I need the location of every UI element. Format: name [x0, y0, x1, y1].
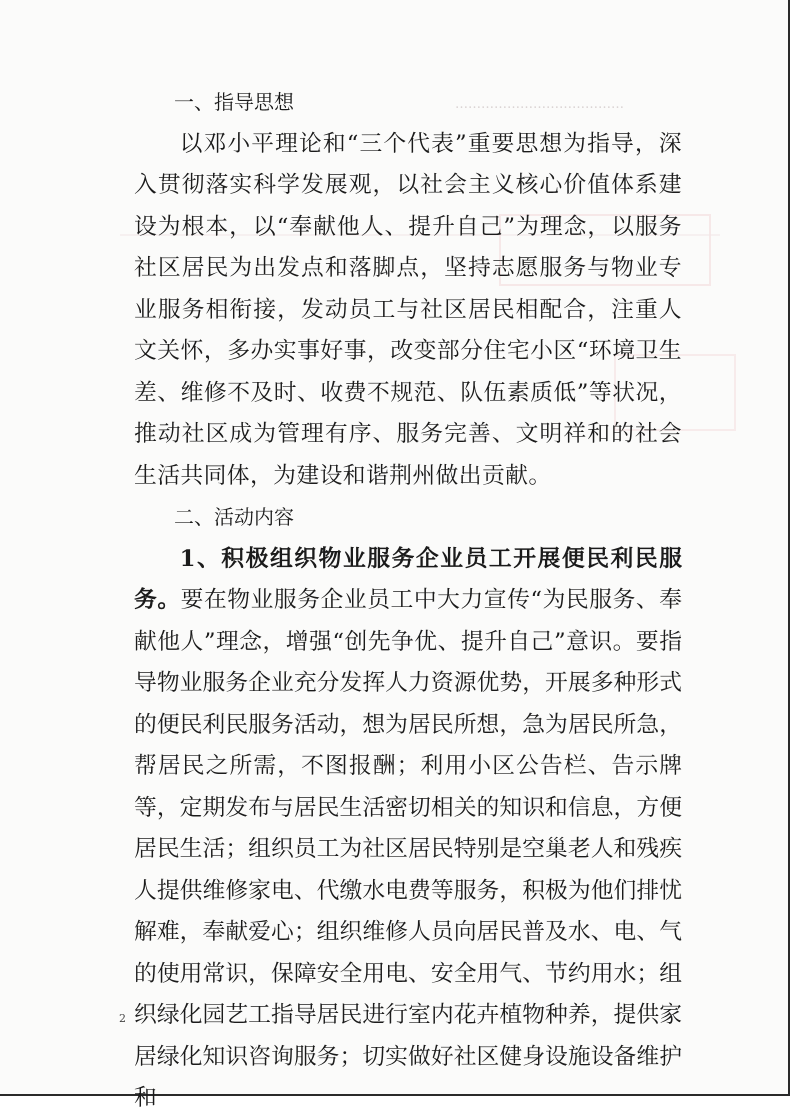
section-heading-guiding-ideology: 一、指导思想 [174, 90, 294, 114]
paragraph-guiding-ideology: 以邓小平理论和“三个代表”重要思想为指导，深入贯彻落实科学发展观，以社会主义核心价值体系建设为根本，以“奉献他人、提升自己”为理念，以服务社区居民为出发点和落脚点，坚持志愿服务与物业专业服务相衔接，发动员工与社区居民相配合，注重人文关怀，多办实事好事，改变部分住宅小区“环境卫生差、维修不及时、收费不规范、队伍素质低”等状况，推动社区成为管理有序、服务完善、文明祥和的社会生活共同体，为建设和谐荆州做出贡献。 [134, 130, 682, 489]
document-body [134, 82, 682, 1120]
paragraph-body-text: 要在物业服务企业员工中大力宣传“为民服务、奉献他人”理念，增强“创先争优、提升自己”意识。要指导物业服务企业充分发挥人力资源优势，开展多种形式的便民利民服务活动，想为居民所想，急为居民所急，帮居民之所需，不图报酬；利用小区公告栏、告示牌等，定期发布与居民生活密切相关的知识和信息，方便居民生活；组织员工为社区居民特别是空巢老人和残疾人提供维修家电、代缴水电费等服务，积极为他们排忧解难，奉献爱心；组织维修人员向居民普及水、电、气的使用常识，保障安全用电、安全用气、节约用水；组织绿化园艺工指导居民进行室内花卉植物种养，提供家居绿化知识咨询服务；切实做好社区健身设施设备维护和 [134, 587, 683, 1111]
paragraph-activity-content [134, 539, 682, 1120]
section-heading-activity-content: 二、活动内容 [174, 505, 294, 529]
svg-text:…………………………………: ………………………………… [455, 97, 624, 112]
paragraph-lead-sentence: 1、积极组织物业服务企业员工开展便民利民服务。 [134, 545, 682, 613]
page-number: 2 [119, 1012, 126, 1025]
